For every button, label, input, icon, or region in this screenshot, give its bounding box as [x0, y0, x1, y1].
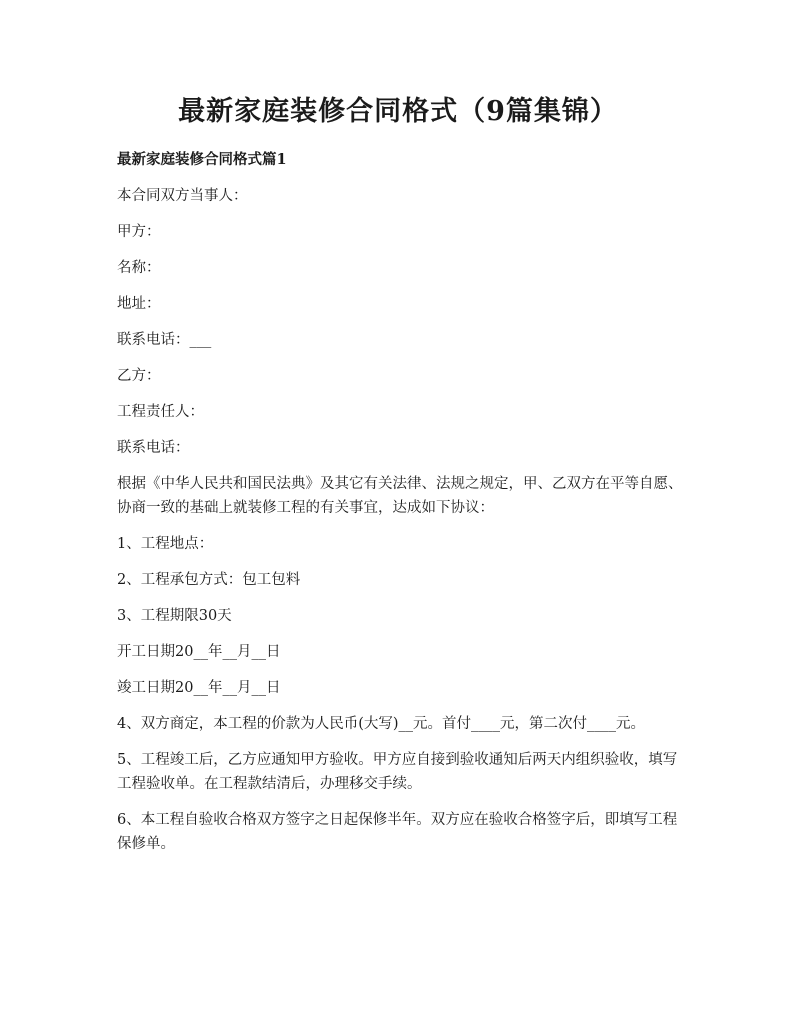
paragraph-clause-4: 4、双方商定，本工程的价款为人民币(大写)__元。首付____元，第二次付____元。 [117, 716, 646, 732]
paragraph-start-date: 开工日期20__年__月__日 [117, 644, 281, 660]
paragraph-preamble: 根据《中华人民共和国民法典》及其它有关法律、法规之规定，甲、乙双方在平等自愿、协商一致的基础上就装修工程的有关事宜，达成如下协议： [117, 476, 683, 516]
paragraph-clause-2: 2、工程承包方式：包工包料 [117, 572, 301, 588]
paragraph-project-lead: 工程责任人： [117, 404, 204, 420]
paragraph-clause-1: 1、工程地点： [117, 536, 214, 552]
section-heading: 最新家庭装修合同格式篇1 [117, 151, 287, 168]
document-title: 最新家庭装修合同格式（9篇集锦） [178, 96, 618, 127]
paragraph-end-date: 竣工日期20__年__月__日 [117, 680, 281, 696]
paragraph-clause-6: 6、本工程自验收合格双方签字之日起保修半年。双方应在验收合格签字后，即填写工程保修单。 [117, 812, 678, 852]
paragraph-party-a: 甲方： [117, 224, 161, 240]
paragraph-name: 名称： [117, 260, 161, 276]
paragraph-clause-3: 3、工程期限30天 [117, 608, 232, 624]
document-body [117, 148, 687, 868]
paragraph-phone-b: 联系电话： [117, 440, 190, 456]
paragraph-party-b: 乙方： [117, 368, 161, 384]
paragraph-phone-a: 联系电话：___ [117, 332, 212, 348]
paragraph-address: 地址： [117, 296, 161, 312]
paragraph-clause-5: 5、工程竣工后，乙方应通知甲方验收。甲方应自接到验收通知后两天内组织验收，填写工程验收单。在工程款结清后，办理移交手续。 [117, 752, 678, 792]
paragraph-parties: 本合同双方当事人： [117, 188, 248, 204]
